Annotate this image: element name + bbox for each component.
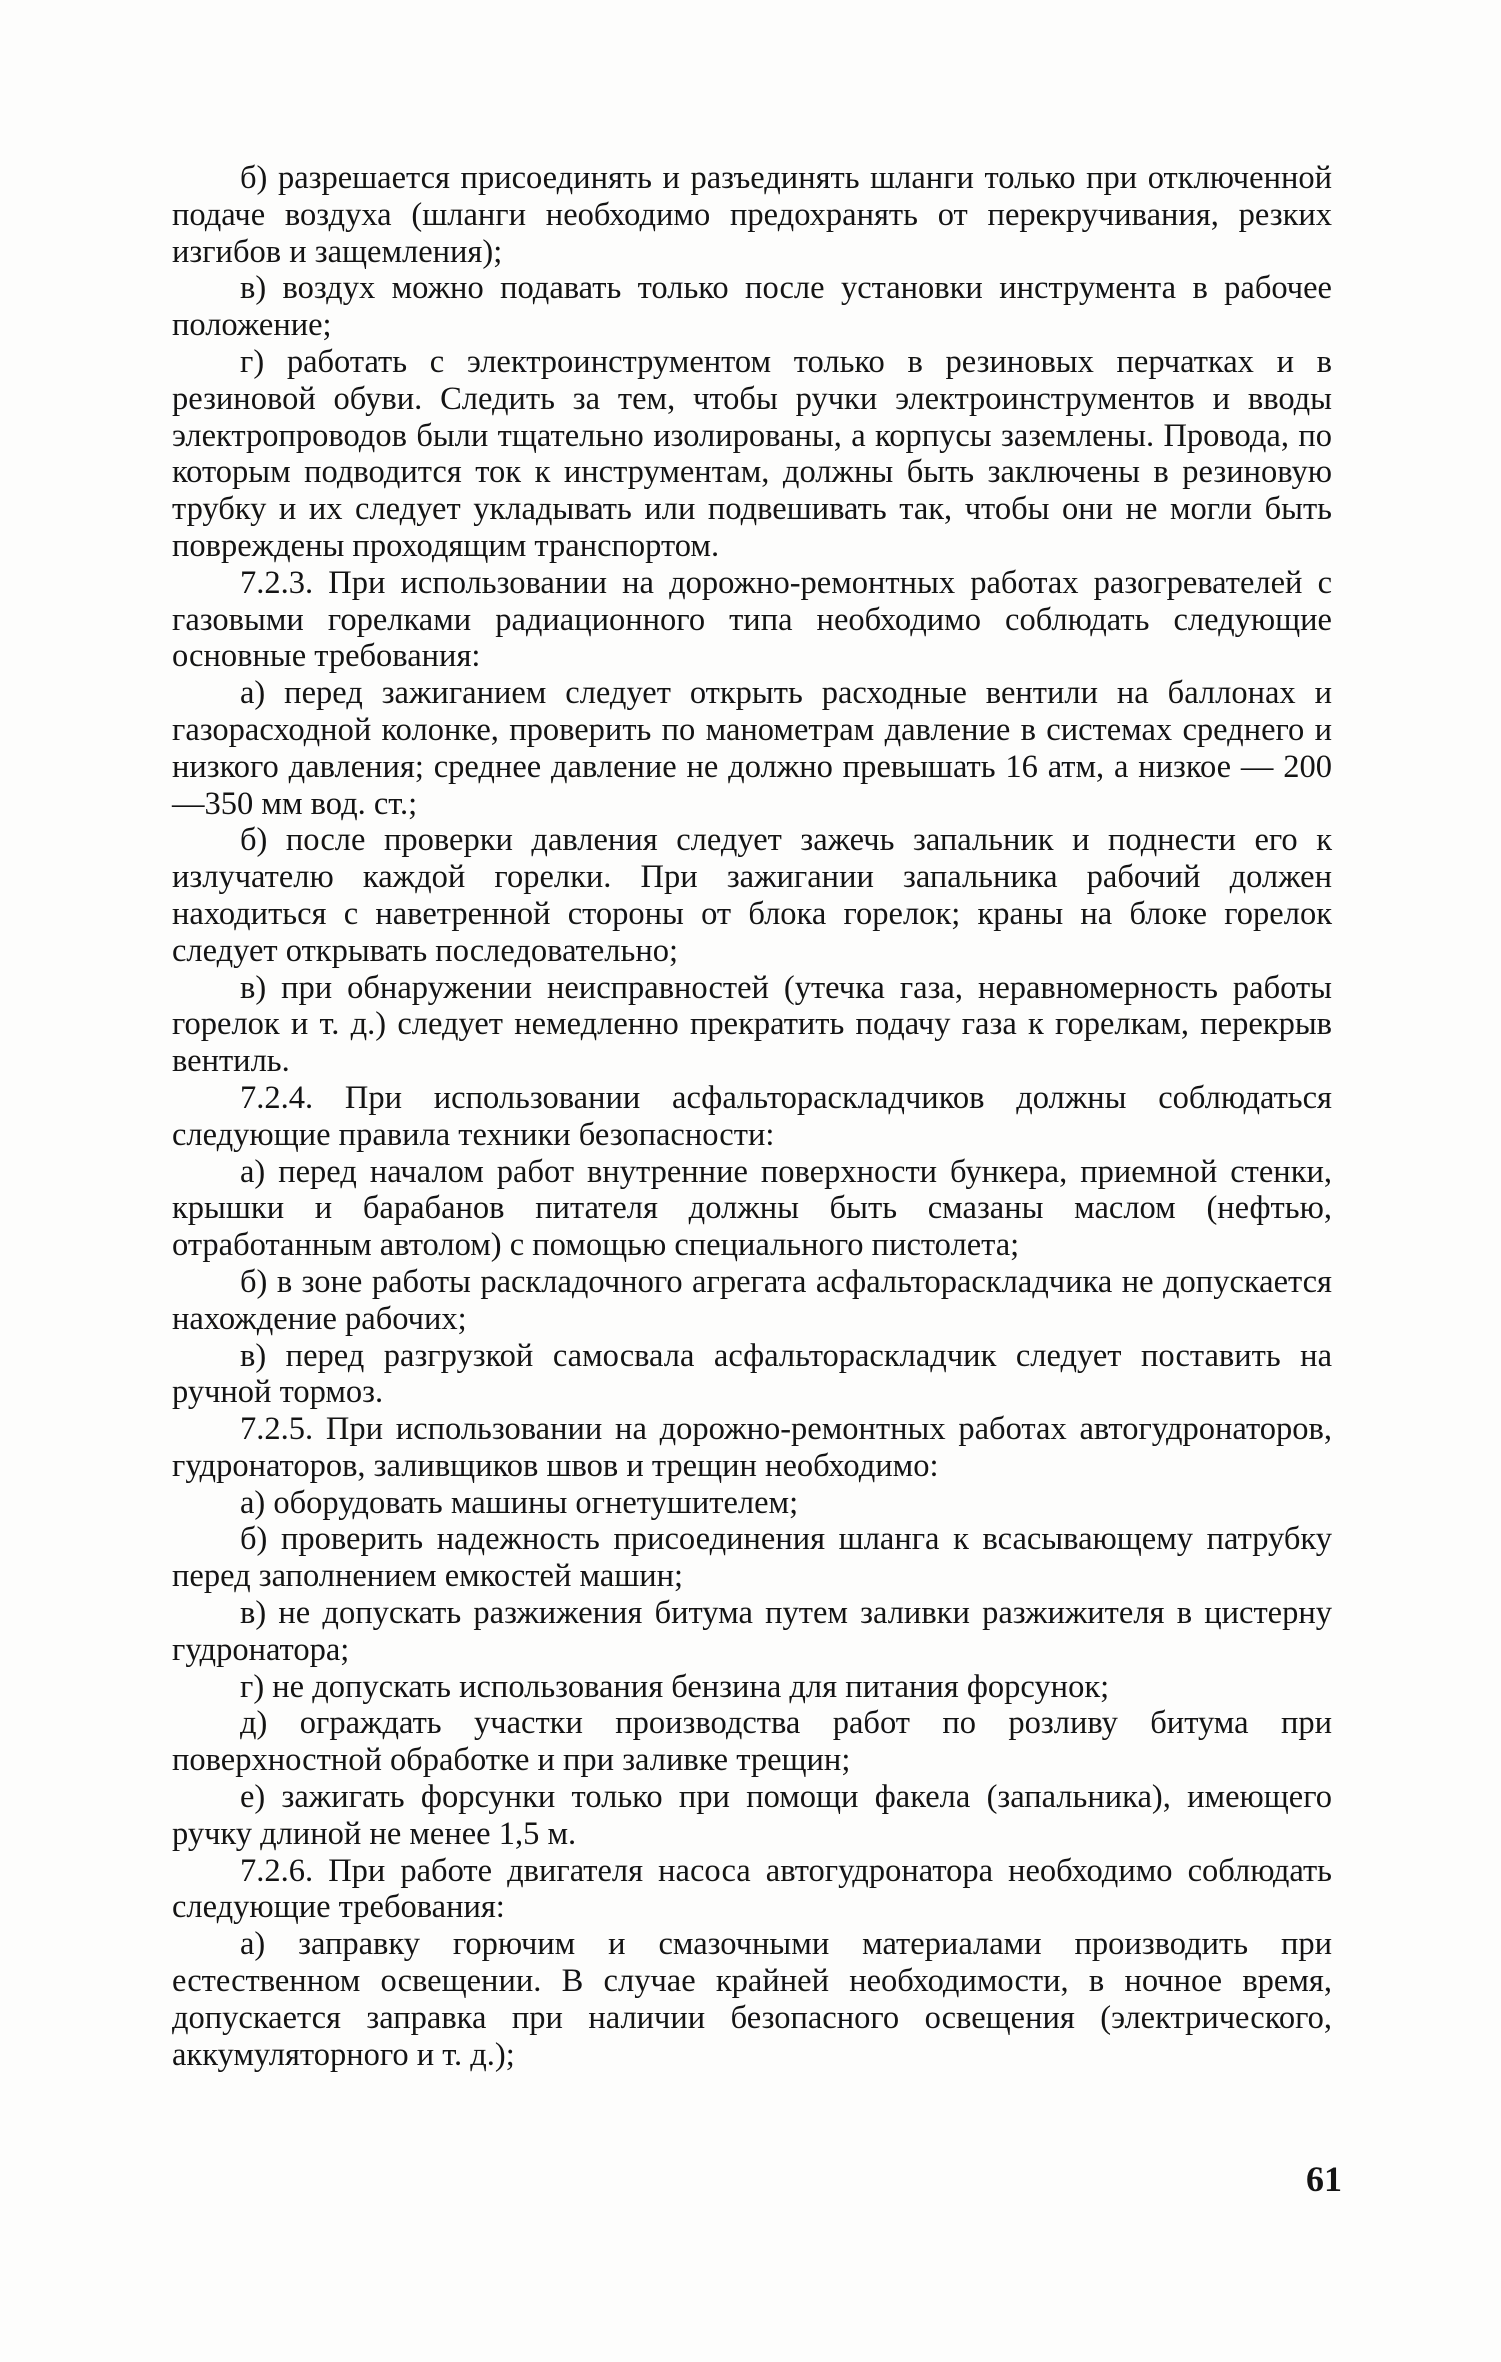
paragraph-v-air: в) воздух можно подавать только после установки инструмента в рабочее положение; bbox=[172, 270, 1332, 344]
paragraph-7-2-3-v: в) при обнаружении неисправностей (утечка газа, неравномерность работы горелок и т. д.) следует немедленно прекратить подачу газа к горелкам, перекрыв вентиль. bbox=[172, 969, 1332, 1080]
body-text bbox=[172, 160, 1332, 2073]
paragraph-g-electric-tools: г) работать с электроинструментом только в резиновых перчатках и в резиновой обуви. Следить за тем, чтобы ручки электроинструментов и вводы электропроводов были тщательно изолированы, а корпусы заземлены. Провода, по которым подводится ток к инструментам, должны быть заключены в резиновую трубку и их следует укладывать или подвешивать так, чтобы они не могли быть повреждены проходящим транспортом. bbox=[172, 343, 1332, 564]
paragraph-7-2-6: 7.2.6. При работе двигателя насоса автогудронатора необходимо соблюдать следующие требования: bbox=[172, 1852, 1332, 1926]
paragraph-7-2-6-a: а) заправку горючим и смазочными материалами производить при естественном освещении. В случае крайней необходимости, в ночное время, допускается заправка при наличии безопасного освещения (электрического, аккумуляторного и т. д.); bbox=[172, 1926, 1332, 2073]
paragraph-7-2-5-e: е) зажигать форсунки только при помощи факела (запальника), имеющего ручку длиной не менее 1,5 м. bbox=[172, 1779, 1332, 1852]
paragraph-7-2-5-b: б) проверить надежность присоединения шланга к всасывающему патрубку перед заполнением емкостей машин; bbox=[172, 1521, 1332, 1595]
paragraph-7-2-5-d: д) ограждать участки производства работ по розливу битума при поверхностной обработке и при заливке трещин; bbox=[172, 1705, 1332, 1779]
paragraph-7-2-5-a: а) оборудовать машины огнетушителем; bbox=[240, 1484, 799, 1521]
paragraph-7-2-5: 7.2.5. При использовании на дорожно-ремонтных работах автогудронаторов, гудронаторов, заливщиков швов и трещин необходимо: bbox=[172, 1411, 1332, 1484]
paragraph-7-2-4-a: а) перед началом работ внутренние поверхности бункера, приемной стенки, крышки и барабанов питателя должны быть смазаны маслом (нефтью, отработанным автолом) с помощью специального пистолета; bbox=[172, 1153, 1332, 1264]
paragraph-7-2-4-b: б) в зоне работы раскладочного агрегата асфальтораскладчика не допускается нахождение рабочих; bbox=[172, 1263, 1332, 1337]
page-number: 61 bbox=[1306, 2159, 1342, 2199]
paragraph-7-2-5-g: г) не допускать использования бензина для питания форсунок; bbox=[240, 1668, 1110, 1705]
paragraph-7-2-3-b: б) после проверки давления следует зажечь запальник и поднести его к излучателю каждой горелки. При зажигании запальника рабочий должен находиться с наветренной стороны от блока горелок; краны на блоке горелок следует открывать последовательно; bbox=[172, 822, 1332, 969]
paragraph-7-2-3-a: а) перед зажиганием следует открыть расходные вентили на баллонах и газорасходной колонке, проверить по манометрам давление в системах среднего и низкого давления; среднее давление не должно превышать 16 атм, а низкое — 200—350 мм вод. ст.; bbox=[172, 675, 1332, 822]
paragraph-7-2-4-v: в) перед разгрузкой самосвала асфальтораскладчик следует поставить на ручной тормоз. bbox=[172, 1337, 1332, 1411]
paragraph-7-2-5-v: в) не допускать разжижения битума путем заливки разжижителя в цистерну гудронатора; bbox=[172, 1595, 1332, 1668]
paragraph-b-hoses: б) разрешается присоединять и разъединять шланги только при отключенной подаче воздуха (шланги необходимо предохранять от перекручивания, резких изгибов и защемления); bbox=[172, 160, 1332, 270]
paragraph-7-2-4: 7.2.4. При использовании асфальтораскладчиков должны соблюдаться следующие правила техники безопасности: bbox=[172, 1079, 1332, 1153]
paragraph-7-2-3: 7.2.3. При использовании на дорожно-ремонтных работах разогревателей с газовыми горелками радиационного типа необходимо соблюдать следующие основные требования: bbox=[172, 564, 1332, 675]
